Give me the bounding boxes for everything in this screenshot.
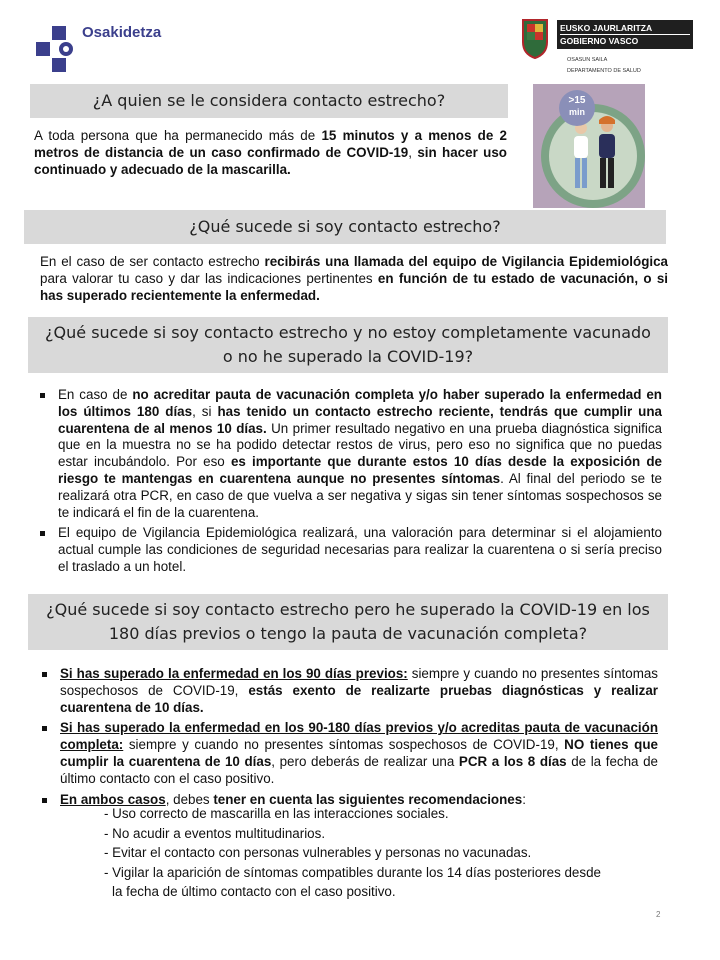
s3-b1-bold-3: es importante que durante estos 10 días desde la exposición de riesgo te mantengas en cuarentena aunque no presentes síntomas bbox=[58, 454, 663, 486]
recommendation-item-cont: la fecha de último contacto con el caso positivo. bbox=[112, 884, 396, 900]
section3-title-line2: o no he superado la COVID-19? bbox=[222, 347, 474, 366]
s3-b1-bold-1: no acreditar pauta de vacunación completa y/o haber superado la enfermedad en los últimos 180 días bbox=[58, 387, 662, 419]
s4-b2-bold-1: NO tienes que cumplir la cuarentena de 10 días bbox=[60, 737, 658, 769]
s4-b3-text-1: , debes bbox=[165, 791, 214, 807]
s4-b2-text-1: siempre y cuando no presentes síntomas sospechosos de COVID-19, bbox=[123, 737, 565, 753]
section4-title-line2: 180 días previos o tengo la pauta de vacunación completa? bbox=[108, 624, 588, 643]
section1-title-text: ¿A quien se le considera contacto estrecho? bbox=[92, 91, 446, 110]
s4-b2-bold-2: PCR a los 8 días bbox=[458, 753, 567, 769]
s2-bold-1: recibirás una llamada del equipo de Vigilancia Epidemiológica bbox=[264, 254, 668, 269]
recommendation-item: - Vigilar la aparición de síntomas compatibles durante los 14 días posteriores desde bbox=[104, 864, 601, 880]
section3-list bbox=[38, 387, 662, 580]
coat-of-arms-icon bbox=[519, 16, 551, 60]
list-item bbox=[40, 720, 658, 787]
s2-text-2: para valorar tu caso y dar las indicaciones pertinentes bbox=[40, 271, 378, 287]
page-number: 2 bbox=[656, 910, 661, 919]
recommendations-list bbox=[104, 804, 664, 902]
contact-illustration bbox=[533, 84, 645, 208]
time-badge bbox=[559, 90, 595, 126]
s4-b2-underline: Si has superado la enfermedad en los 90-180 días previos y/o acreditas pauta de vacunación completa: bbox=[60, 720, 658, 753]
list-item bbox=[38, 387, 662, 521]
dept-line1: OSASUN SAILA bbox=[567, 57, 608, 63]
section4-title-line1: ¿Qué sucede si soy contacto estrecho pero he superado la COVID-19 en los bbox=[46, 600, 650, 619]
badge-bottom: min bbox=[568, 107, 585, 117]
section3-title-line1: ¿Qué sucede si soy contacto estrecho y no estoy completamente vacunado bbox=[45, 323, 651, 342]
section4-title bbox=[28, 594, 668, 650]
s2-bold-2: en función de tu estado de vacunación, o si has superado recientemente la enfermedad. bbox=[40, 271, 668, 304]
s4-b3-text-2: : bbox=[522, 791, 526, 807]
recommendation-item: - Uso correcto de mascarilla en las interacciones sociales. bbox=[104, 806, 449, 821]
s1-bold-1: 15 minutos y a menos de 2 metros de distancia de un caso confirmado de COVID-19 bbox=[34, 128, 507, 161]
s3-b1-bold-2: has tenido un contacto estrecho reciente, tendrás que cumplir una cuarentena de al menos 10 días. bbox=[58, 403, 662, 436]
s4-b1-underline: Si has superado la enfermedad en los 90 días previos: bbox=[60, 666, 408, 681]
gobierno-vasco-logo bbox=[519, 16, 689, 82]
s1-text-2: , bbox=[408, 145, 418, 161]
s4-b1-bold-1: estás exento de realizarte pruebas diagnósticas y realizar cuarentena de 10 días. bbox=[60, 682, 658, 715]
section3-title bbox=[28, 317, 668, 373]
list-item bbox=[38, 525, 662, 575]
dept-line2: DEPARTAMENTO DE SALUD bbox=[567, 68, 641, 74]
s1-bold-2: sin hacer uso continuado y adecuado de la mascarilla. bbox=[34, 145, 507, 178]
gov-name-box bbox=[557, 20, 693, 49]
s1-text-1: A toda persona que ha permanecido más de bbox=[34, 128, 322, 143]
s3-b1-text-1: En caso de bbox=[58, 387, 133, 402]
osakidetza-symbol-icon bbox=[36, 26, 76, 72]
recommendation-item: - Evitar el contacto con personas vulnerables y personas no vacunadas. bbox=[104, 845, 532, 861]
s2-text-1: En el caso de ser contacto estrecho bbox=[40, 254, 265, 269]
osakidetza-wordmark: Osakidetza bbox=[82, 24, 162, 41]
s3-b1-text-2: , si bbox=[192, 403, 218, 419]
section4-list bbox=[40, 666, 658, 812]
gov-line2: GOBIERNO VASCO bbox=[560, 34, 690, 47]
s3-b1-text-3: Un primer resultado negativo en una prueba diagnóstica significa que en la muestra no se ha podido detectar restos de virus, pero eso no significa que no puedas estar incubándolo. Por eso bbox=[58, 420, 663, 470]
s4-b2-text-3: de la fecha de último contacto con el caso positivo. bbox=[60, 753, 658, 786]
section2-title-text: ¿Qué sucede si soy contacto estrecho? bbox=[189, 217, 501, 236]
osakidetza-logo bbox=[36, 24, 176, 74]
section2-paragraph bbox=[40, 253, 668, 305]
s4-b3-underline: En ambos casos bbox=[60, 791, 166, 807]
section1-title bbox=[30, 84, 508, 118]
badge-top: >15 bbox=[568, 95, 586, 106]
s4-b2-text-2: , pero deberás de realizar una bbox=[271, 753, 459, 769]
gov-line1: EUSKO JAURLARITZA bbox=[560, 23, 653, 33]
section1-paragraph bbox=[34, 127, 507, 179]
s3-b1-text-4: . Al final del periodo se te realizará otra PCR, en caso de que vuelva a ser negativa y sigas sin tener síntomas sospechosos se te indicará el fin de la cuarentena. bbox=[58, 470, 662, 520]
section2-title bbox=[24, 210, 666, 244]
recommendation-item: - No acudir a eventos multitudinarios. bbox=[104, 825, 326, 841]
s4-b3-bold-1: tener en cuenta las siguientes recomendaciones bbox=[213, 791, 523, 807]
s3-b2-text: El equipo de Vigilancia Epidemiológica realizará, una valoración para determinar si el alojamiento actual cumple las condiciones de seguridad necesarias para realizar la cuarentena o si sería preciso el traslado a un hotel. bbox=[58, 525, 662, 574]
list-item bbox=[40, 666, 658, 716]
s4-b1-text-1: siempre y cuando no presentes síntomas sospechosos de COVID-19, bbox=[60, 666, 658, 698]
